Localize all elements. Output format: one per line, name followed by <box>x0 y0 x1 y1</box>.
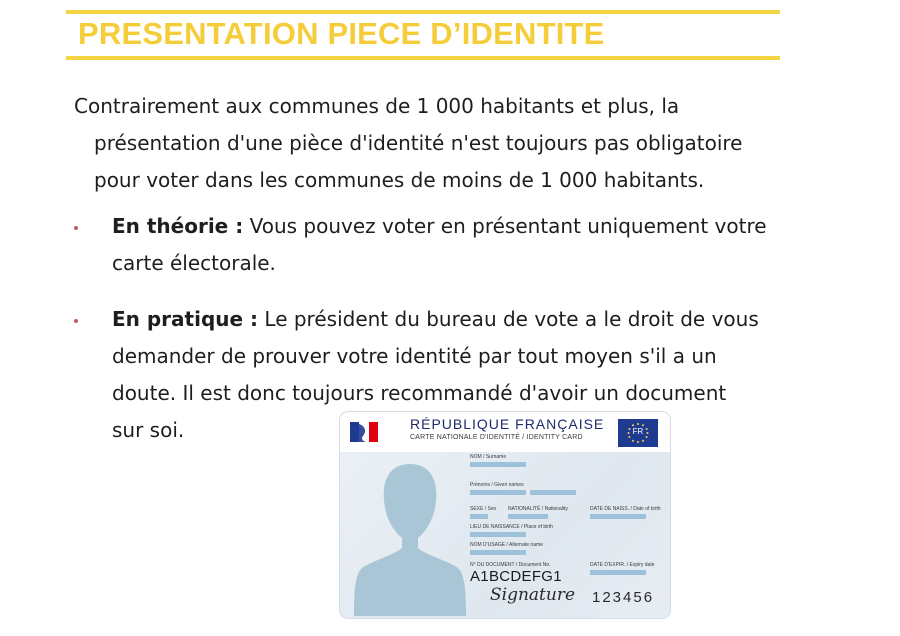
intro-line: Contrairement aux communes de 1 000 habitants et plus, la <box>74 94 680 118</box>
field-value-bar <box>470 490 526 495</box>
field-label: NATIONALITÉ / Nationality <box>508 506 568 512</box>
bullet-text: sur soi. <box>112 418 185 442</box>
page-title: PRESENTATION PIECE D’IDENTITE <box>78 16 605 51</box>
field-label: LIEU DE NAISSANCE / Place of birth <box>470 524 554 530</box>
field-label: DATE DE NAISS. / Date of birth <box>590 506 661 512</box>
intro-line: pour voter dans les communes de moins de 1 000 habitants. <box>94 168 705 192</box>
title-underline <box>66 56 780 60</box>
field-label: NOM / Surname <box>470 454 507 460</box>
field-value-bar <box>590 570 646 575</box>
field-label: NOM D'USAGE / Alternate name <box>470 542 543 548</box>
bullet-dot <box>74 226 78 230</box>
intro-paragraph <box>74 88 834 199</box>
bullet-text: Vous pouvez voter en présentant uniquement votre <box>249 214 767 238</box>
card-type: CARTE NATIONALE D'IDENTITÉ / IDENTITY CARD <box>410 434 583 441</box>
field-value-bar <box>508 514 548 519</box>
id-card-header <box>340 412 670 452</box>
field-label: SEXE / Sex <box>470 506 497 512</box>
field-value-bar <box>590 514 646 519</box>
field-value-bar <box>470 532 526 537</box>
bullet-lead: En théorie : <box>112 214 244 238</box>
bullet-theory <box>74 208 834 282</box>
top-rule <box>66 10 780 14</box>
document-number: A1BCDEFG1 <box>470 568 562 585</box>
id-card-image <box>340 412 670 618</box>
field-value-bar <box>470 514 488 519</box>
bullet-dot <box>74 319 78 323</box>
bullet-lead: En pratique : <box>112 307 259 331</box>
intro-line: présentation d'une pièce d'identité n'est toujours pas obligatoire <box>94 131 743 155</box>
bullet-text: doute. Il est donc toujours recommandé d'avoir un document <box>112 381 727 405</box>
card-country: RÉPUBLIQUE FRANÇAISE <box>410 416 605 432</box>
field-label: N° DU DOCUMENT / Document No. <box>470 562 551 568</box>
eu-country-code: FR <box>632 427 644 436</box>
bullet-text: demander de prouver votre identité par tout moyen s'il a un <box>112 344 717 368</box>
field-value-bar <box>530 490 576 495</box>
field-value-bar <box>470 550 526 555</box>
card-number: 123456 <box>592 589 655 606</box>
field-label: DATE D'EXPIR. / Expiry date <box>590 562 655 568</box>
field-value-bar <box>470 462 526 467</box>
bullet-text: Le président du bureau de vote a le droit de vous <box>264 307 759 331</box>
portrait-silhouette-icon <box>354 456 466 616</box>
marianne-logo-icon <box>350 418 378 446</box>
signature-text: Signature <box>490 585 576 605</box>
eu-flag-icon <box>618 419 658 447</box>
field-label: Prénoms / Given names <box>470 482 524 488</box>
bullet-text: carte électorale. <box>112 251 276 275</box>
